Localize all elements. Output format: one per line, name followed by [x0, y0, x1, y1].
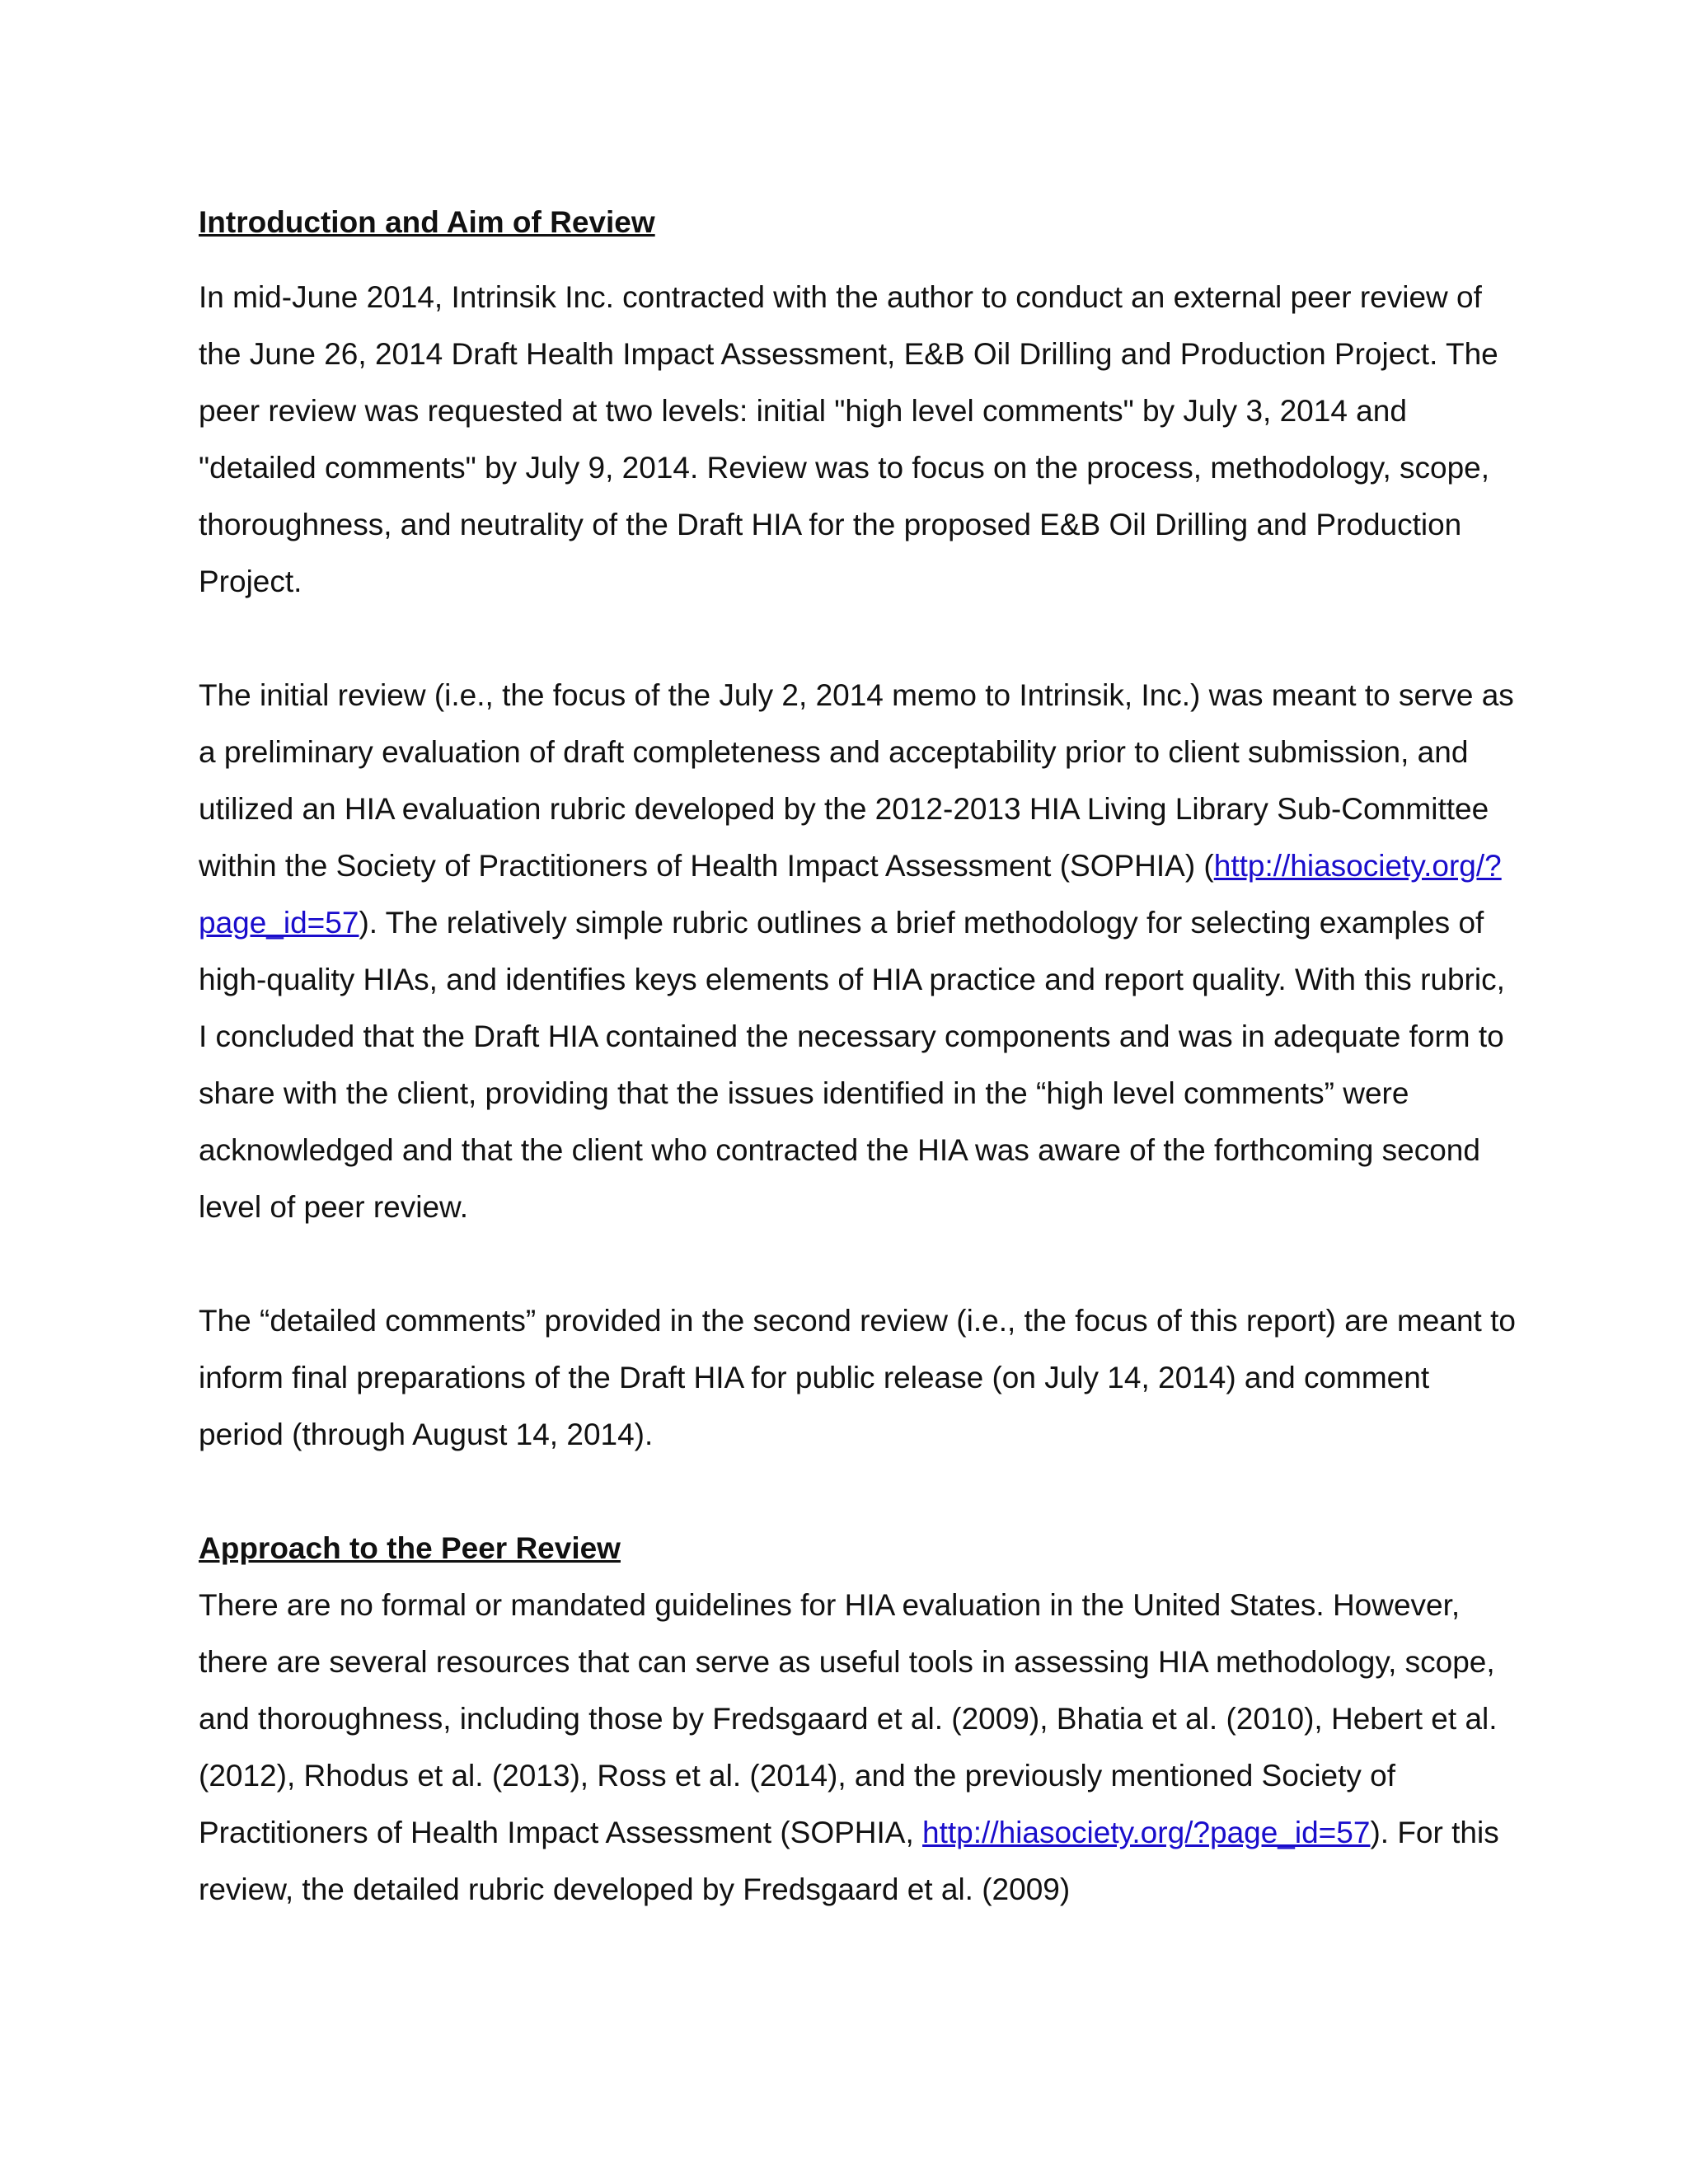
spacer: [199, 251, 1517, 269]
document-body: [199, 194, 1517, 1918]
paragraph-text: The initial review (i.e., the focus of the July 2, 2014 memo to Intrinsik, Inc.) was meant to serve as a preliminary evaluation of draft completeness and acceptability prior to client submission, and utilized an HIA evaluation rubric developed by the 2012-2013 HIA Living Library Sub-Committee within the Society of Practitioners of Health Impact Assessment (SOPHIA) (: [199, 678, 1514, 883]
section-heading-approach: Approach to the Peer Review: [199, 1531, 621, 1565]
paragraph-introduction: In mid-June 2014, Intrinsik Inc. contracted with the author to conduct an external peer review of the June 26, 2014 Draft Health Impact Assessment, E&B Oil Drilling and Production Project. The peer review was requested at two levels: initial "high level comments" by July 3, 2014 and "detailed comments" by July 9, 2014. Review was to focus on the process, methodology, scope, thoroughness, and neutrality of the Draft HIA for the proposed E&B Oil Drilling and Production Project.: [199, 280, 1498, 598]
paragraph-approach: [199, 1577, 1517, 1918]
paragraph-text: ). For this review, the detailed rubric developed by Fredsgaard et al. (2009): [199, 1816, 1499, 1906]
paragraph-break: [199, 610, 1517, 667]
sophia-link[interactable]: http://hiasociety.org/?page_id=57: [199, 849, 1502, 940]
paragraph-text: There are no formal or mandated guidelines for HIA evaluation in the United States. However, there are several resources that can serve as useful tools in assessing HIA methodology, scope, and thoroughness, including those by Fredsgaard et al. (2009), Bhatia et al. (2010), Hebert et al. (2012), Rhodus et al. (2013), Ross et al. (2014), and the previously mentioned Society of Practitioners of Health Impact Assessment (SOPHIA,: [199, 1588, 1498, 1849]
paragraph-initial-review: [199, 667, 1517, 1235]
paragraph-text: ). The relatively simple rubric outlines a brief methodology for selecting examples of high-quality HIAs, and identifies keys elements of HIA practice and report quality. With this rubric, I concluded that the Draft HIA contained the necessary components and was in adequate form to share with the client, providing that the issues identified in the “high level comments” were acknowledged and that the client who contracted the HIA was aware of the forthcoming second level of peer review.: [199, 906, 1505, 1224]
paragraph-break: [199, 1463, 1517, 1520]
section-heading-introduction: Introduction and Aim of Review: [199, 205, 655, 239]
paragraph-detailed-comments: The “detailed comments” provided in the second review (i.e., the focus of this report) are meant to inform final preparations of the Draft HIA for public release (on July 14, 2014) and comment period (through August 14, 2014).: [199, 1304, 1516, 1451]
paragraph-break: [199, 1235, 1517, 1292]
sophia-link[interactable]: http://hiasociety.org/?page_id=57: [922, 1816, 1371, 1849]
